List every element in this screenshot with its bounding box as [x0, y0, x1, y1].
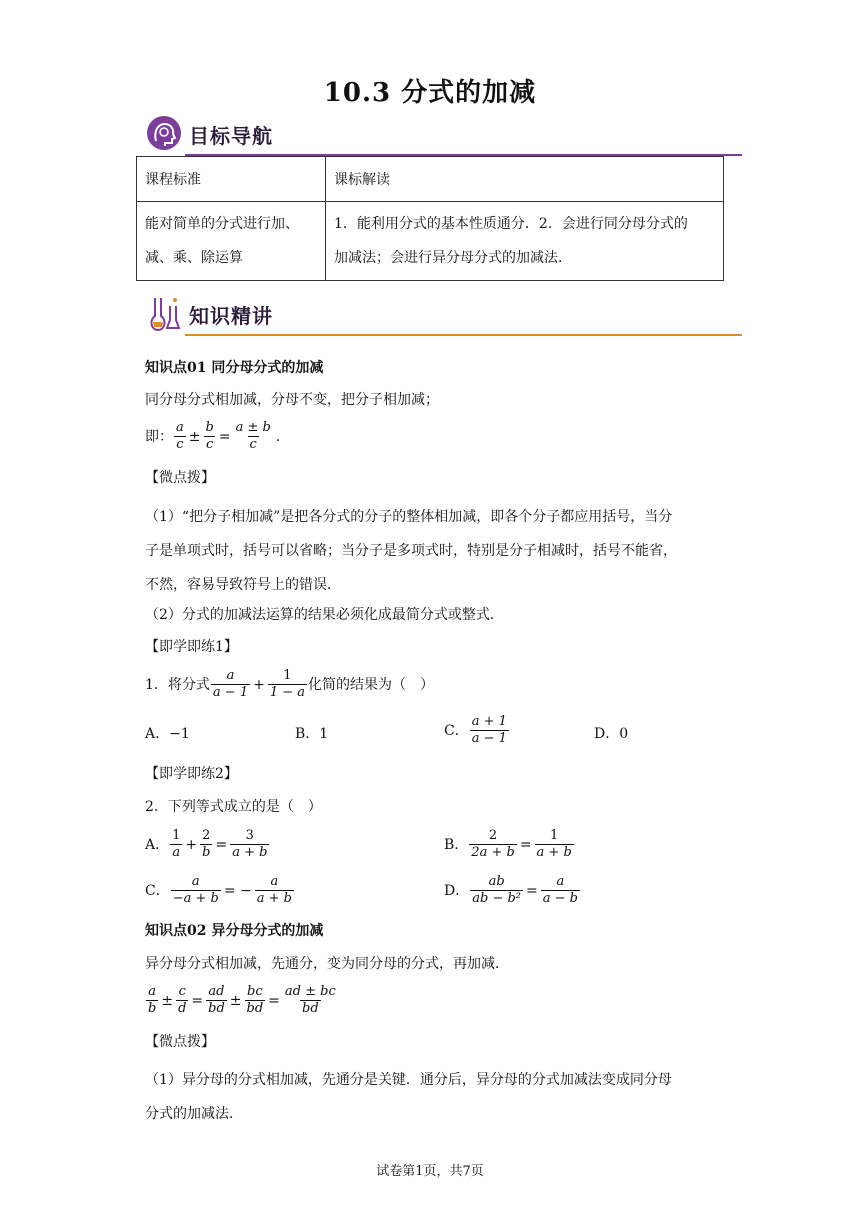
option-label: A．: [145, 726, 170, 742]
fraction: $\frac{ab}{\text{ab − b²}}$: [472, 874, 521, 906]
fraction: $\frac{a \pm b}{c}$: [235, 420, 271, 452]
goal-banner-label: 目标导航: [189, 124, 273, 148]
option-label: B．: [444, 836, 469, 853]
flask-icon: [145, 294, 183, 332]
ex1-option-b[interactable]: B．1: [295, 726, 329, 742]
fraction: $\frac{a}{-a + b}$: [172, 874, 219, 906]
brain-head-icon: [145, 114, 183, 152]
table-cell-standard: [137, 202, 326, 281]
fraction: $\frac{a}{a + b}$: [256, 874, 292, 906]
kp1-formula: 即： $\frac{a}{c}$ ± $\frac{b}{c}$ = $\frac{a \pm b}{c}$ .: [145, 420, 281, 452]
option-value: −1: [169, 726, 190, 742]
kp2-rule: 异分母分式相加减，先通分，变为同分母的分式，再加减．: [145, 956, 509, 972]
option-label: D．: [444, 882, 470, 899]
fraction: $\frac{a}{a - 1}$: [212, 668, 249, 700]
table-header-row: [137, 157, 724, 202]
kp1-note1: [145, 500, 677, 602]
fraction: $\frac{bc}{bd}$: [246, 984, 264, 1016]
cell-line: 1．能利用分式的基本性质通分．2．会进行同分母分式的: [334, 216, 688, 232]
fraction: $\frac{1}{1 - a}$: [269, 668, 306, 700]
fraction: $\frac{a}{c}$: [176, 420, 184, 452]
knowledge-banner: [145, 294, 742, 336]
option-label: C．: [444, 722, 469, 739]
fraction: $\frac{2}{2a + b}$: [471, 828, 515, 860]
kp2-micro-tag: 【微点拨】: [145, 1034, 215, 1050]
ex1-option-c[interactable]: [444, 714, 510, 747]
fraction: $\frac{3}{a + b}$: [232, 828, 268, 860]
formula-prefix: 即：: [145, 428, 173, 445]
fraction: $\frac{c}{d}$: [178, 984, 187, 1016]
ex2-question: 2．下列等式成立的是（ ）: [145, 799, 322, 815]
question-text: 化简的结果为（ ）: [308, 676, 435, 693]
kp1-note2: （2）分式的加减法运算的结果必须化成最简分式或整式．: [145, 607, 504, 623]
note-line: 子是单项式时，括号可以省略；当分子是多项式时，特别是分子相减时，括号不能省，: [145, 543, 677, 559]
table-header-cell: 课标解读: [326, 157, 724, 202]
fraction: $\frac{a}{a - b}$: [542, 874, 578, 906]
fraction: $\frac{1}{a}$: [172, 828, 181, 860]
cell-line: 减、乘、除运算: [145, 250, 243, 266]
fraction: $\frac{a + 1}{a - 1}$: [471, 714, 507, 746]
note-line: （1）“把分子相加减”是把各分式的分子的整体相加减，即各个分子都应用括号，当分: [145, 509, 673, 525]
ex1-option-a[interactable]: [145, 724, 190, 744]
page-title: 10.3 分式的加减: [323, 78, 537, 108]
fraction: $\frac{a}{b}$: [148, 984, 157, 1016]
question-text: 1．将分式: [145, 676, 210, 693]
kp2-note1: [145, 1063, 672, 1131]
ex1-tag: 【即学即练1】: [145, 639, 238, 655]
option-label: A．: [145, 836, 170, 853]
kp2-heading: 知识点02 异分母分式的加减: [145, 923, 324, 939]
cell-line: 能对简单的分式进行加、: [145, 216, 299, 232]
kp1-rule: 同分母分式相加减，分母不变，把分子相加减；: [145, 392, 439, 408]
ex2-option-b[interactable]: B． $\frac{2}{2a + b}$ = $\frac{1}{a + b}$: [444, 828, 572, 860]
knowledge-banner-rule: [185, 334, 742, 336]
ex2-option-c[interactable]: C． $\frac{a}{-a + b}$ = − $\frac{a}{a + b}$: [145, 874, 292, 906]
fraction: $\frac{1}{a + b}$: [536, 828, 572, 860]
table-cell-interpretation: [326, 202, 724, 281]
ex1-question: 1．将分式 $\frac{a}{a - 1}$ + $\frac{1}{1 - a}$ 化简的结果为（ ）: [145, 668, 435, 700]
ex2-option-d[interactable]: D． $\frac{ab}{\text{ab − b²}}$ = $\frac{a}{a - b}$: [444, 874, 578, 906]
kp1-micro-tag: 【微点拨】: [145, 470, 215, 486]
fraction: $\frac{ad}{bd}$: [208, 984, 225, 1016]
note-line: 不然，容易导致符号上的错误．: [145, 577, 341, 593]
curriculum-table: [136, 156, 724, 281]
kp2-formula: $\frac{a}{b}$ ± $\frac{c}{d}$ = $\frac{ad}{bd}$ ± $\frac{bc}{bd}$ = $\frac{ad \pm bc}{bd}$: [148, 984, 336, 1016]
kp1-heading: 知识点01 同分母分式的加减: [145, 360, 324, 376]
page-footer: 试卷第1页，共7页: [376, 1164, 484, 1179]
table-header-cell: 课程标准: [137, 157, 326, 202]
ex2-tag: 【即学即练2】: [145, 766, 238, 782]
fraction: $\frac{ad \pm bc}{bd}$: [284, 984, 336, 1016]
goal-banner: [145, 114, 742, 156]
fraction: $\frac{2}{b}$: [202, 828, 211, 860]
ex1-option-d[interactable]: D．0: [594, 726, 629, 742]
ex2-option-a[interactable]: A． $\frac{1}{a}$ + $\frac{2}{b}$ = $\frac{3}{a + b}$: [145, 828, 268, 860]
note-line: 分式的加减法．: [145, 1106, 243, 1122]
note-line: （1）异分母的分式相加减，先通分是关键．通分后，异分母的分式加减法变成同分母: [145, 1072, 672, 1088]
fraction: $\frac{b}{c}$: [205, 420, 214, 452]
cell-line: 加减法；会进行异分母分式的加减法．: [334, 250, 572, 266]
table-row: [137, 202, 724, 281]
knowledge-banner-label: 知识精讲: [189, 304, 273, 328]
option-label: C．: [145, 882, 170, 899]
